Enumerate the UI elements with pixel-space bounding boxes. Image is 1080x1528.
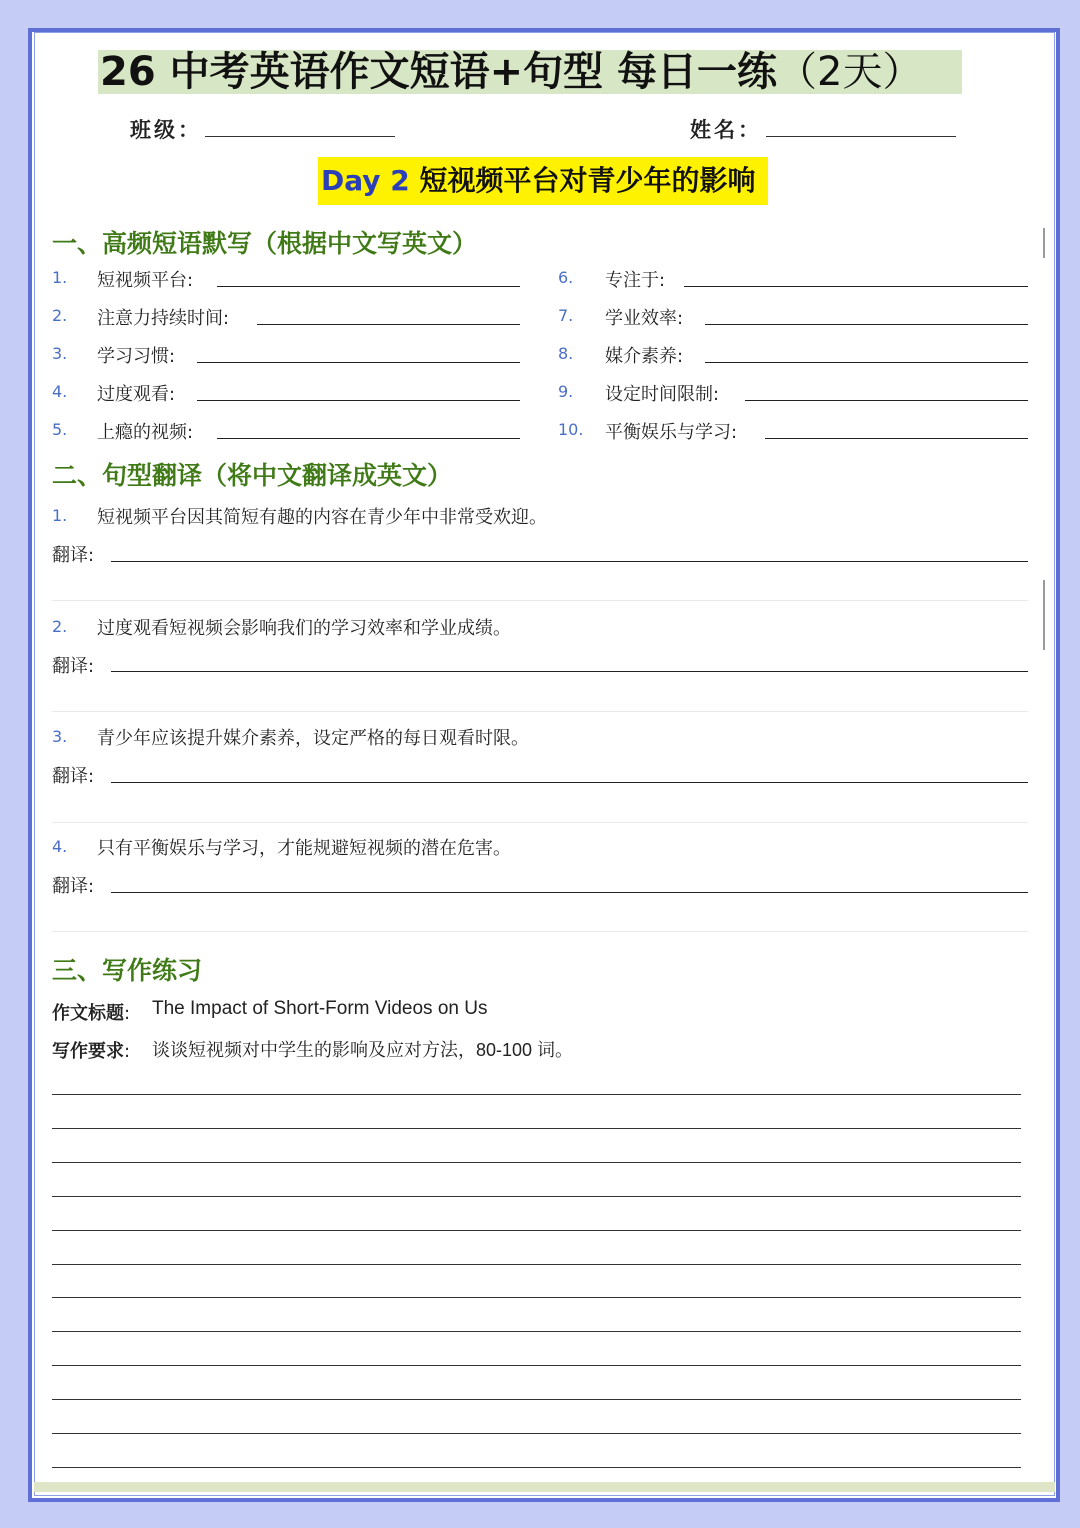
- phrase-num: 10.: [558, 420, 584, 439]
- writing-line[interactable]: [52, 1467, 1021, 1468]
- divider: [52, 600, 1028, 601]
- essay-title-label-text: 作文标题: [52, 1003, 124, 1024]
- translate-label: 翻译:: [52, 876, 95, 897]
- essay-title: The Impact of Short-Form Videos on Us: [152, 998, 488, 1019]
- translation-line[interactable]: [111, 892, 1028, 893]
- sentence-num: 1.: [52, 506, 68, 525]
- divider: [52, 822, 1028, 823]
- name-field[interactable]: [766, 136, 956, 137]
- phrase-num: 7.: [558, 306, 574, 325]
- title-suffix: （2天）: [777, 49, 923, 95]
- phrase-prompt: 设定时间限制:: [605, 384, 720, 405]
- sentence-num: 3.: [52, 727, 68, 746]
- bottom-decor-strip: [34, 1482, 1055, 1492]
- section3-heading: 三、写作练习: [52, 956, 203, 985]
- essay-title-label: 作文标题:: [52, 1003, 131, 1024]
- writing-line[interactable]: [52, 1094, 1021, 1095]
- phrase-prompt: 专注于:: [605, 270, 666, 291]
- sentence-prompt: 短视频平台因其简短有趣的内容在青少年中非常受欢迎。: [97, 507, 547, 528]
- translation-line[interactable]: [111, 671, 1028, 672]
- phrase-num: 6.: [558, 268, 574, 287]
- writing-line[interactable]: [52, 1365, 1021, 1366]
- writing-line[interactable]: [52, 1162, 1021, 1163]
- writing-line[interactable]: [52, 1264, 1021, 1265]
- translation-line[interactable]: [111, 782, 1028, 783]
- writing-line[interactable]: [52, 1331, 1021, 1332]
- writing-line[interactable]: [52, 1399, 1021, 1400]
- sentence-prompt: 只有平衡娱乐与学习，才能规避短视频的潜在危害。: [97, 838, 511, 859]
- phrase-num: 8.: [558, 344, 574, 363]
- essay-requirement-label: 写作要求:: [52, 1041, 131, 1062]
- name-label: 姓名：: [690, 117, 762, 142]
- section2-heading: 二、句型翻译（将中文翻译成英文）: [52, 461, 453, 490]
- divider: [52, 711, 1028, 712]
- phrase-answer-line[interactable]: [197, 400, 520, 401]
- essay-requirement-label-text: 写作要求: [52, 1041, 124, 1062]
- day-label: Day 2: [321, 164, 410, 197]
- translation-line[interactable]: [111, 561, 1028, 562]
- title-main: 26 中考英语作文短语+句型 每日一练: [100, 49, 778, 95]
- phrase-prompt: 上瘾的视频:: [97, 422, 194, 443]
- phrase-prompt: 注意力持续时间:: [97, 308, 230, 329]
- phrase-answer-line[interactable]: [705, 362, 1028, 363]
- phrase-num: 9.: [558, 382, 574, 401]
- phrase-prompt: 媒介素养:: [605, 346, 684, 367]
- phrase-prompt: 学习习惯:: [97, 346, 176, 367]
- writing-line[interactable]: [52, 1128, 1021, 1129]
- translate-label: 翻译:: [52, 656, 95, 677]
- phrase-answer-line[interactable]: [257, 324, 520, 325]
- phrase-prompt: 平衡娱乐与学习:: [605, 422, 738, 443]
- writing-line[interactable]: [52, 1297, 1021, 1298]
- phrase-num: 1.: [52, 268, 68, 287]
- phrase-num: 2.: [52, 306, 68, 325]
- scan-mark: [1043, 580, 1045, 650]
- sentence-num: 2.: [52, 617, 68, 636]
- phrase-answer-line[interactable]: [765, 438, 1028, 439]
- sentence-num: 4.: [52, 837, 68, 856]
- translate-label: 翻译:: [52, 766, 95, 787]
- worksheet-title: [98, 50, 962, 94]
- phrase-answer-line[interactable]: [217, 438, 520, 439]
- phrase-answer-line[interactable]: [197, 362, 520, 363]
- day-banner: [318, 157, 768, 205]
- phrase-prompt: 学业效率:: [605, 308, 684, 329]
- phrase-prompt: 短视频平台:: [97, 270, 194, 291]
- phrase-answer-line[interactable]: [217, 286, 520, 287]
- phrase-answer-line[interactable]: [745, 400, 1028, 401]
- phrase-num: 5.: [52, 420, 68, 439]
- section1-heading: 一、高频短语默写（根据中文写英文）: [52, 229, 478, 258]
- scan-mark: [1043, 228, 1045, 258]
- writing-line[interactable]: [52, 1433, 1021, 1434]
- phrase-answer-line[interactable]: [684, 286, 1028, 287]
- writing-line[interactable]: [52, 1230, 1021, 1231]
- day-topic: 短视频平台对青少年的影响: [419, 164, 756, 197]
- class-label: 班级：: [130, 117, 202, 142]
- phrase-num: 4.: [52, 382, 68, 401]
- phrase-prompt: 过度观看:: [97, 384, 176, 405]
- sentence-prompt: 青少年应该提升媒介素养，设定严格的每日观看时限。: [97, 728, 529, 749]
- phrase-num: 3.: [52, 344, 68, 363]
- essay-requirement: 谈谈短视频对中学生的影响及应对方法，80-100 词。: [152, 1040, 574, 1060]
- sentence-prompt: 过度观看短视频会影响我们的学习效率和学业成绩。: [97, 618, 511, 639]
- translate-label: 翻译:: [52, 545, 95, 566]
- class-field[interactable]: [205, 136, 395, 137]
- divider: [52, 931, 1028, 932]
- writing-line[interactable]: [52, 1196, 1021, 1197]
- phrase-answer-line[interactable]: [705, 324, 1028, 325]
